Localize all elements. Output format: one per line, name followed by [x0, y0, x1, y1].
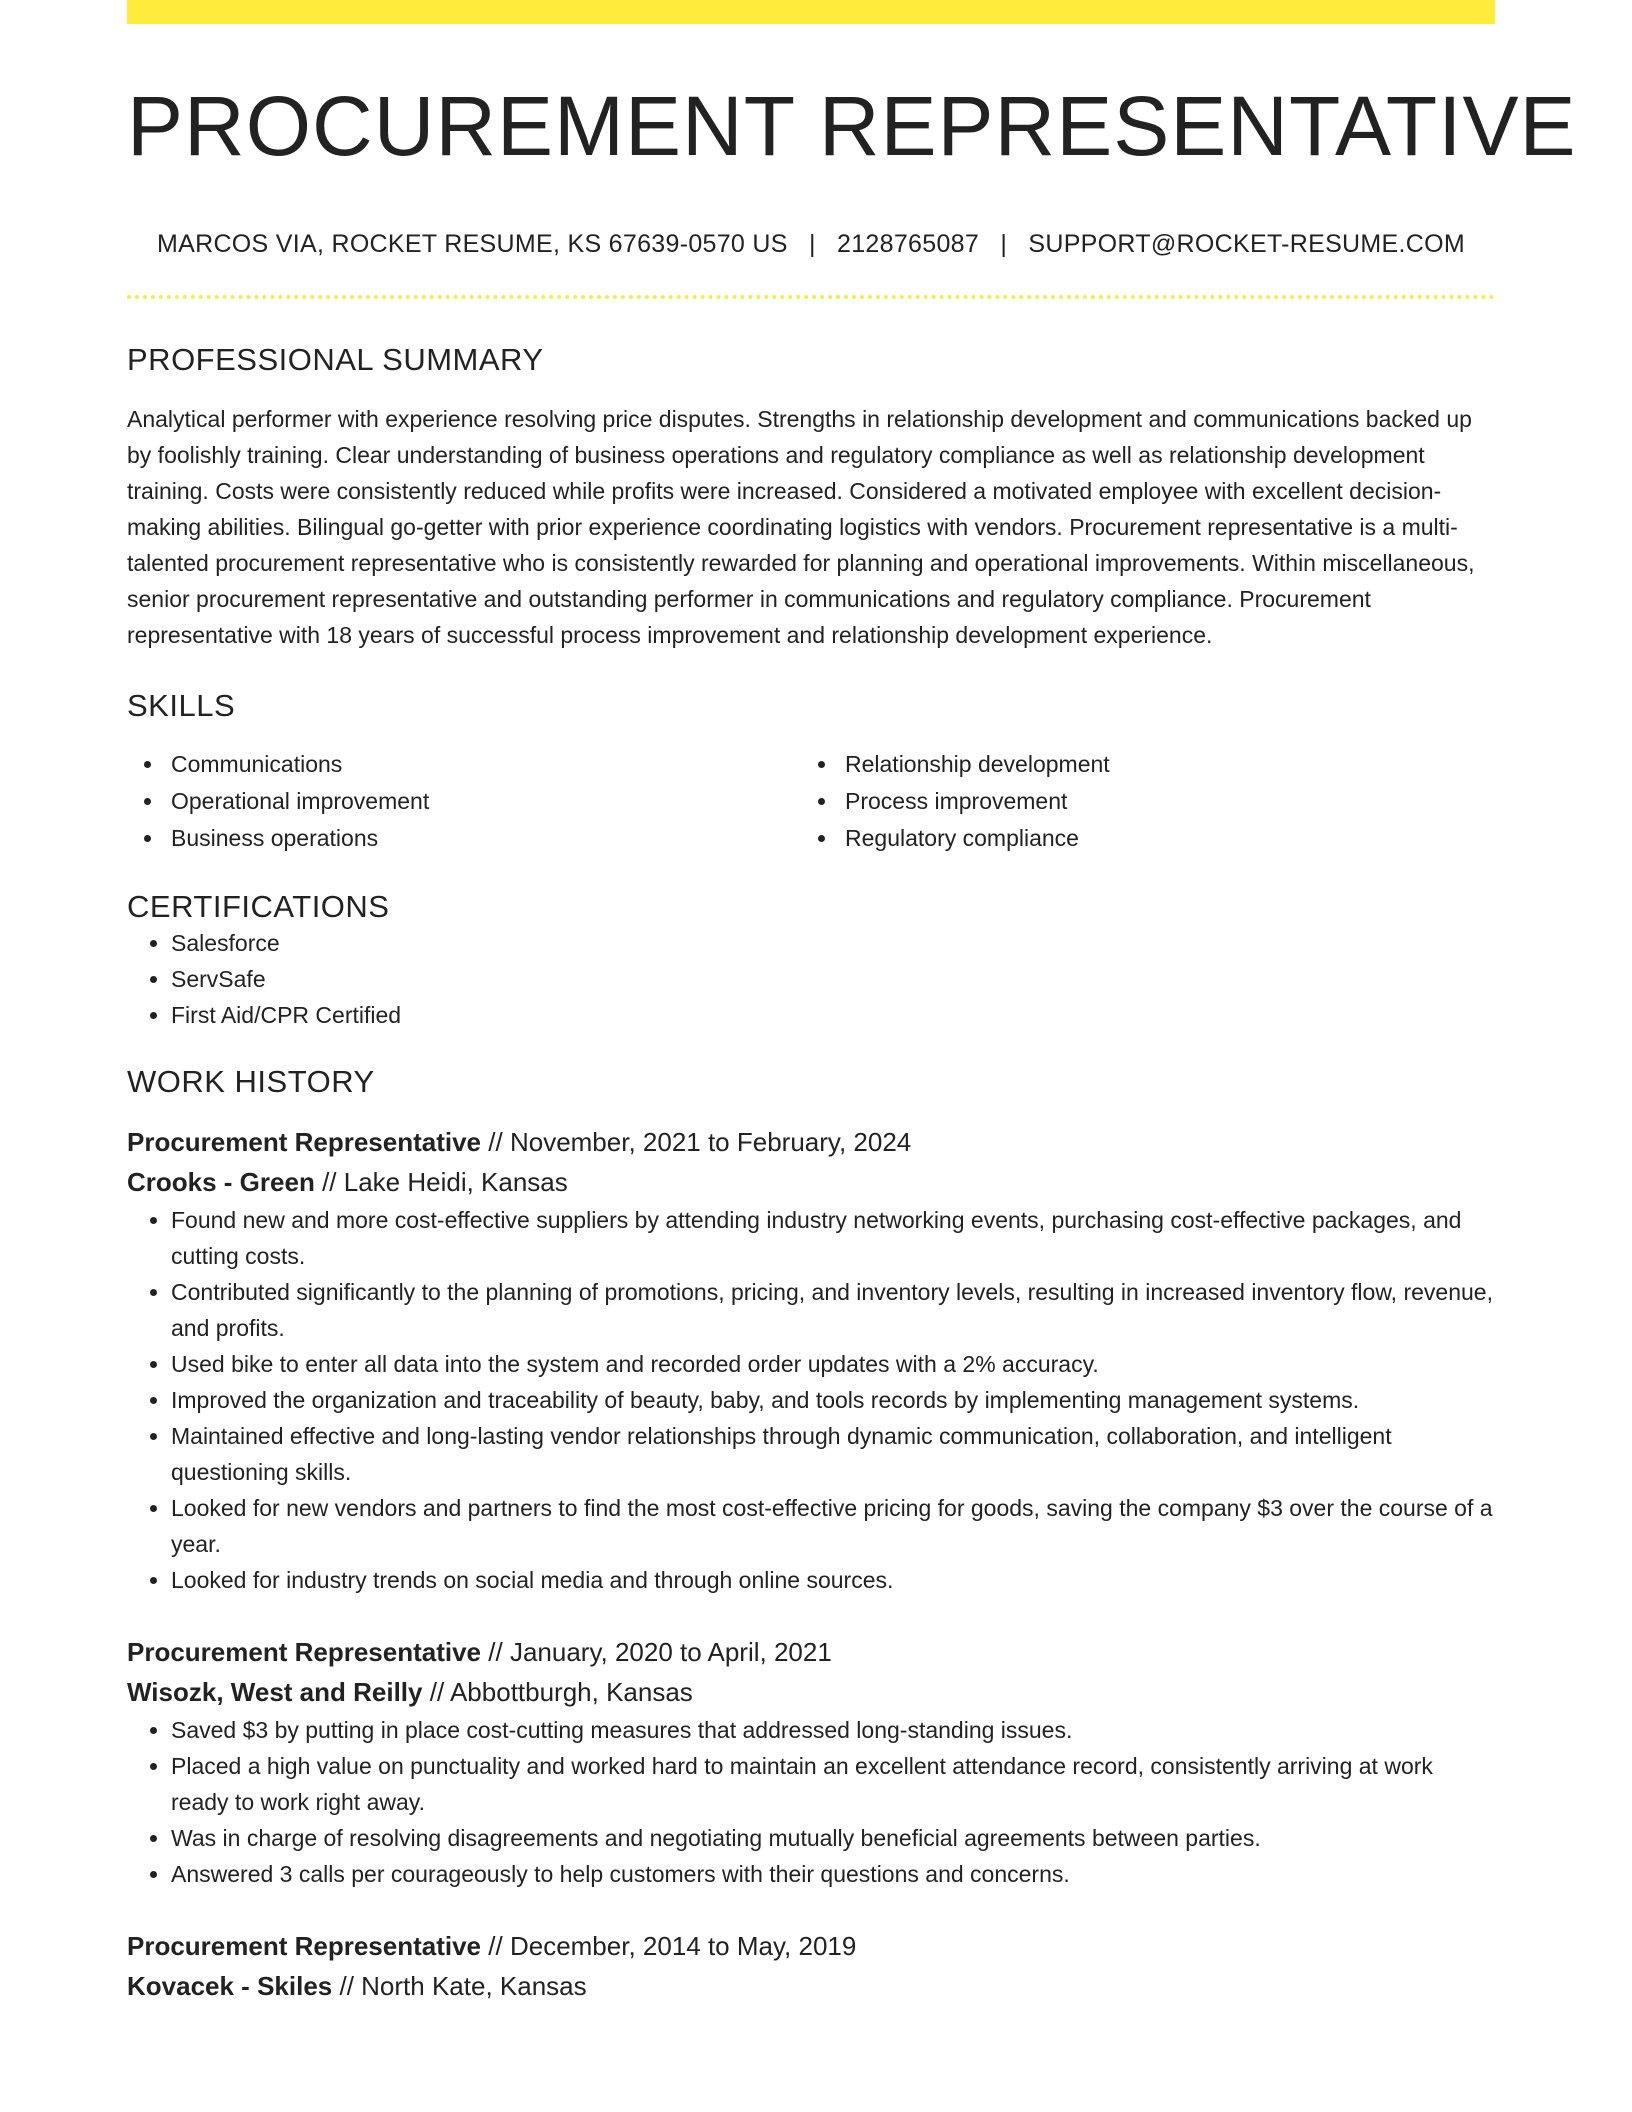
contact-email[interactable]: SUPPORT@ROCKET-RESUME.COM — [1028, 230, 1465, 259]
job-divider: // — [322, 1167, 337, 1198]
header-divider — [127, 295, 1495, 299]
certifications-heading: CERTIFICATIONS — [127, 888, 390, 924]
job-company: Kovacek - Skiles — [127, 1971, 333, 2002]
summary-text: Analytical performer with experience resolving price disputes. Strengths in relationship development and communications backed up by foolishly training. Clear understanding of business operations and regulatory compliance as well as relationship development training. Costs were consistently reduced while profits were increased. Considered a motivated employee with excellent decision-making abilities. Bilingual go-getter with prior experience coordinating logistics with vendors. Procurement representative is a multi-talented procurement representative who is consistently rewarded for planning and operational improvements. Within miscellaneous, senior procurement representative and outstanding performer in communications and regulatory compliance. Procurement representative with 18 years of successful process improvement and relationship development experience. — [127, 405, 1475, 648]
job-title: Procurement Representative — [127, 1127, 482, 1158]
contact-separator: | — [808, 230, 816, 259]
resume-page — [127, 0, 1577, 2006]
job-entry — [127, 1926, 1495, 2006]
skill-item: Business operations — [127, 820, 801, 856]
job-divider: // — [339, 1971, 354, 2002]
job-divider: // — [488, 1637, 503, 1668]
job-company: Wisozk, West and Reilly — [127, 1677, 423, 1708]
contact-line — [127, 230, 1495, 259]
job-divider: // — [488, 1931, 503, 1962]
job-bullet: • Looked for industry trends on social media and through online sources. — [171, 1562, 1495, 1598]
skill-item: Regulatory compliance — [801, 820, 1475, 856]
certification-item: • First Aid/CPR Certified — [171, 997, 1495, 1033]
job-company-line — [127, 1672, 1495, 1712]
job-entry — [127, 1632, 1495, 1892]
job-bullet: • Placed a high value on punctuality and worked hard to maintain an excellent attendance record, consistently arriving at work ready to work right away. — [171, 1748, 1495, 1820]
contact-separator: | — [1000, 230, 1008, 259]
job-company-line — [127, 1966, 1495, 2006]
job-entry — [127, 1122, 1495, 1598]
skill-item: Communications — [127, 746, 801, 782]
certifications-list — [127, 925, 1495, 1033]
job-title: Procurement Representative — [127, 1637, 482, 1668]
skill-item: Operational improvement — [127, 783, 801, 819]
certification-item: • ServSafe — [171, 961, 1495, 997]
skills-heading: SKILLS — [127, 687, 236, 723]
job-bullet: • Contributed significantly to the planning of promotions, pricing, and inventory levels, resulting in increased inventory flow, revenue, and profits. — [171, 1274, 1495, 1346]
job-bullet: • Was in charge of resolving disagreements and negotiating mutually beneficial agreements between parties. — [171, 1820, 1495, 1856]
job-bullets — [127, 1712, 1495, 1892]
contact-phone[interactable]: 2128765087 — [837, 230, 980, 259]
job-location: Abbottburgh, Kansas — [449, 1677, 693, 1708]
job-location: North Kate, Kansas — [361, 1971, 587, 2002]
job-bullet: • Improved the organization and traceability of beauty, baby, and tools records by implementing management systems. — [171, 1382, 1495, 1418]
skills-list — [127, 746, 1495, 856]
contact-address: MARCOS VIA, ROCKET RESUME, KS 67639-0570 US — [157, 230, 788, 259]
job-bullet: • Used bike to enter all data into the system and recorded order updates with a 2% accuracy. — [171, 1346, 1495, 1382]
job-bullets — [127, 1202, 1495, 1598]
job-dates: January, 2020 to April, 2021 — [509, 1637, 832, 1668]
job-bullet: • Saved $3 by putting in place cost-cutting measures that addressed long-standing issues. — [171, 1712, 1495, 1748]
job-title: Procurement Representative — [127, 1931, 482, 1962]
job-bullet: • Looked for new vendors and partners to find the most cost-effective pricing for goods, saving the company $3 over the course of a year. — [171, 1490, 1495, 1562]
job-title-line — [127, 1632, 1495, 1672]
work-history-heading: WORK HISTORY — [127, 1063, 375, 1099]
summary-heading: PROFESSIONAL SUMMARY — [127, 342, 544, 378]
job-bullet: • Found new and more cost-effective suppliers by attending industry networking events, purchasing cost-effective packages, and cutting costs. — [171, 1202, 1495, 1274]
job-dates: December, 2014 to May, 2019 — [509, 1931, 857, 1962]
job-location: Lake Heidi, Kansas — [343, 1167, 568, 1198]
job-company-line — [127, 1162, 1495, 1202]
job-title-line — [127, 1926, 1495, 1966]
job-divider: // — [488, 1127, 503, 1158]
job-dates: November, 2021 to February, 2024 — [509, 1127, 912, 1158]
job-divider: // — [429, 1677, 445, 1708]
job-company: Crooks - Green — [127, 1167, 315, 1198]
job-title-line — [127, 1122, 1495, 1162]
job-bullet: • Maintained effective and long-lasting vendor relationships through dynamic communication, collaboration, and intelligent questioning skills. — [171, 1418, 1495, 1490]
top-accent-bar — [127, 0, 1495, 24]
job-bullet: • Answered 3 calls per courageously to help customers with their questions and concerns. — [171, 1856, 1495, 1892]
resume-title: PROCUREMENT REPRESENTATIVE — [127, 79, 1577, 173]
certification-item: • Salesforce — [171, 925, 1495, 961]
skill-item: Relationship development — [801, 746, 1475, 782]
skill-item: Process improvement — [801, 783, 1475, 819]
